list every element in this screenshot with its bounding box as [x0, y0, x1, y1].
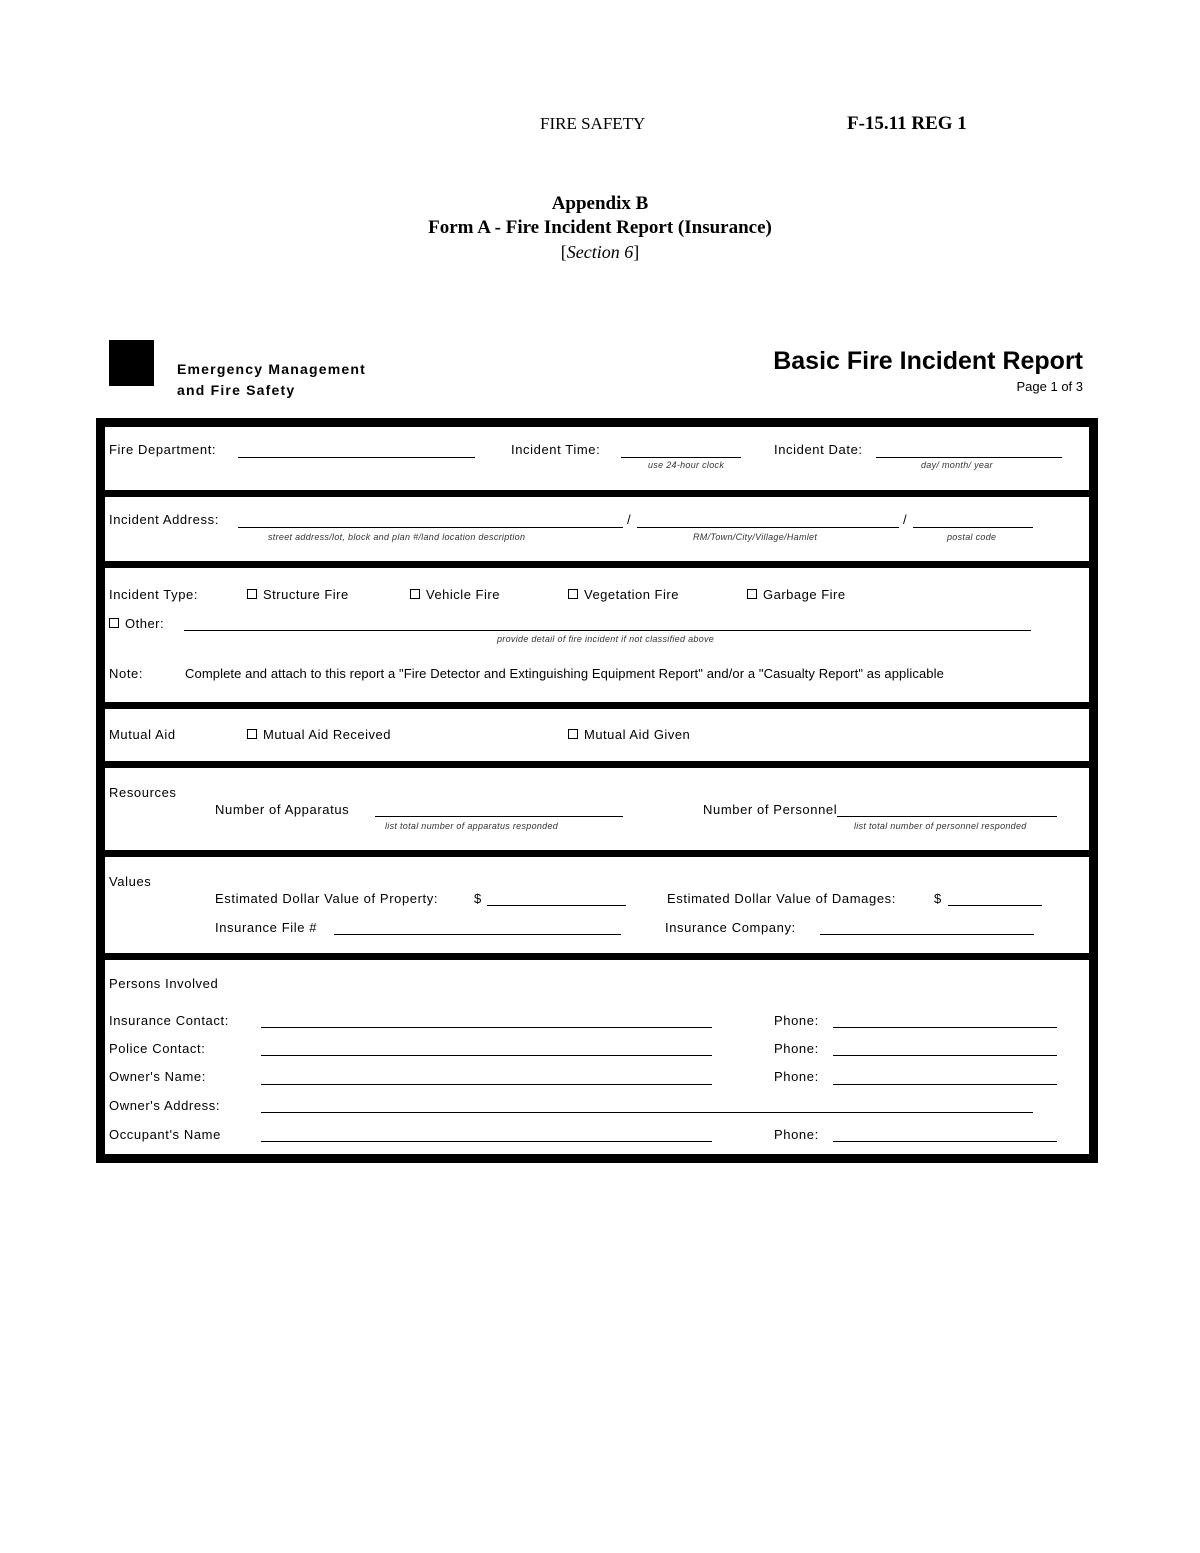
address-slash-1: / — [627, 512, 632, 527]
fire-department-label: Fire Department: — [109, 442, 217, 457]
incident-time-label: Incident Time: — [511, 442, 601, 457]
page-number: Page 1 of 3 — [1016, 379, 1083, 394]
damages-value-field[interactable] — [948, 905, 1042, 906]
owners-name-field[interactable] — [261, 1084, 712, 1085]
mutual-aid-received-label: Mutual Aid Received — [263, 727, 392, 742]
insurance-company-label: Insurance Company: — [665, 920, 796, 935]
section-address — [105, 497, 1089, 568]
header-left: FIRE SAFETY — [540, 114, 646, 133]
values-label: Values — [109, 874, 152, 889]
option-structure-fire[interactable] — [247, 587, 349, 602]
owner-phone-label: Phone: — [774, 1069, 819, 1084]
occupants-name-field[interactable] — [261, 1141, 712, 1142]
police-phone-field[interactable] — [833, 1055, 1057, 1056]
checkbox-icon — [568, 729, 578, 739]
street-address-field[interactable] — [238, 527, 623, 528]
incident-type-label: Incident Type: — [109, 587, 199, 602]
option-structure-fire-label: Structure Fire — [263, 587, 349, 602]
occupant-phone-field[interactable] — [833, 1141, 1057, 1142]
other-detail-hint: provide detail of fire incident if not classified above — [497, 634, 715, 644]
mutual-aid-given-label: Mutual Aid Given — [584, 727, 691, 742]
persons-involved-label: Persons Involved — [109, 976, 219, 991]
checkbox-icon — [747, 589, 757, 599]
apparatus-field[interactable] — [375, 816, 623, 817]
checkbox-icon — [247, 589, 257, 599]
owners-address-field[interactable] — [261, 1112, 1033, 1113]
section-mutual-aid — [105, 709, 1089, 768]
personnel-field[interactable] — [837, 816, 1057, 817]
insurance-contact-field[interactable] — [261, 1027, 712, 1028]
fire-department-field[interactable] — [238, 457, 475, 458]
property-value-field[interactable] — [487, 905, 626, 906]
incident-form — [96, 418, 1098, 1163]
other-detail-field[interactable] — [184, 630, 1031, 631]
section-values — [105, 857, 1089, 960]
section-resources — [105, 768, 1089, 857]
personnel-label: Number of Personnel — [703, 802, 838, 817]
appendix-title: Appendix B — [551, 193, 649, 214]
report-title: Basic Fire Incident Report — [773, 347, 1083, 375]
checkbox-icon — [410, 589, 420, 599]
personnel-hint: list total number of personnel responded — [854, 821, 1027, 831]
section-persons-involved — [105, 960, 1089, 1154]
note-label: Note: — [109, 666, 144, 681]
option-other[interactable] — [109, 616, 164, 631]
checkbox-icon — [109, 618, 119, 628]
option-mutual-aid-given[interactable] — [568, 727, 690, 742]
logo-block — [109, 340, 154, 386]
police-contact-label: Police Contact: — [109, 1041, 206, 1056]
insurance-phone-label: Phone: — [774, 1013, 819, 1028]
note-text: Complete and attach to this report a "Fire Detector and Extinguishing Equipment Report" and/or a "Casualty Report" as applicable — [185, 666, 944, 681]
option-other-label: Other: — [125, 616, 165, 631]
owners-address-label: Owner's Address: — [109, 1098, 221, 1113]
option-vehicle-fire[interactable] — [410, 587, 500, 602]
apparatus-label: Number of Apparatus — [215, 802, 350, 817]
section-close: ] — [633, 242, 640, 262]
incident-time-field[interactable] — [621, 457, 741, 458]
option-vegetation-fire[interactable] — [568, 587, 679, 602]
mutual-aid-label: Mutual Aid — [109, 727, 176, 742]
section-department — [105, 427, 1089, 497]
municipality-hint: RM/Town/City/Village/Hamlet — [693, 532, 818, 542]
option-vehicle-fire-label: Vehicle Fire — [426, 587, 500, 602]
police-contact-field[interactable] — [261, 1055, 712, 1056]
municipality-field[interactable] — [637, 527, 899, 528]
form-title: Form A - Fire Incident Report (Insurance) — [428, 217, 772, 238]
section-incident-type — [105, 568, 1089, 709]
owner-phone-field[interactable] — [833, 1084, 1057, 1085]
insurance-contact-label: Insurance Contact: — [109, 1013, 229, 1028]
occupants-name-label: Occupant's Name — [109, 1127, 221, 1142]
resources-label: Resources — [109, 785, 177, 800]
header-right: F-15.11 REG 1 — [847, 113, 967, 134]
incident-address-label: Incident Address: — [109, 512, 219, 527]
street-address-hint: street address/lot, block and plan #/land location description — [268, 532, 526, 542]
postal-code-field[interactable] — [913, 527, 1033, 528]
postal-code-hint: postal code — [947, 532, 997, 542]
option-mutual-aid-received[interactable] — [247, 727, 391, 742]
incident-date-label: Incident Date: — [774, 442, 863, 457]
occupant-phone-label: Phone: — [774, 1127, 819, 1142]
property-dollar-sign: $ — [474, 891, 482, 906]
option-garbage-fire[interactable] — [747, 587, 846, 602]
org-name-line2: and Fire Safety — [177, 382, 296, 398]
option-garbage-fire-label: Garbage Fire — [763, 587, 846, 602]
section-reference — [0, 242, 1200, 263]
incident-date-hint: day/ month/ year — [921, 460, 993, 470]
address-slash-2: / — [903, 512, 908, 527]
property-value-label: Estimated Dollar Value of Property: — [215, 891, 439, 906]
damages-value-label: Estimated Dollar Value of Damages: — [667, 891, 896, 906]
org-name-line1: Emergency Management — [177, 361, 366, 377]
insurance-phone-field[interactable] — [833, 1027, 1057, 1028]
checkbox-icon — [247, 729, 257, 739]
insurance-company-field[interactable] — [820, 934, 1034, 935]
option-vegetation-fire-label: Vegetation Fire — [584, 587, 679, 602]
checkbox-icon — [568, 589, 578, 599]
incident-time-hint: use 24-hour clock — [648, 460, 725, 470]
insurance-file-field[interactable] — [334, 934, 621, 935]
owners-name-label: Owner's Name: — [109, 1069, 206, 1084]
insurance-file-label: Insurance File # — [215, 920, 318, 935]
apparatus-hint: list total number of apparatus responded — [385, 821, 559, 831]
police-phone-label: Phone: — [774, 1041, 819, 1056]
section-text: Section 6 — [566, 242, 634, 262]
incident-date-field[interactable] — [876, 457, 1062, 458]
section-open: [ — [560, 242, 567, 262]
damages-dollar-sign: $ — [934, 891, 942, 906]
